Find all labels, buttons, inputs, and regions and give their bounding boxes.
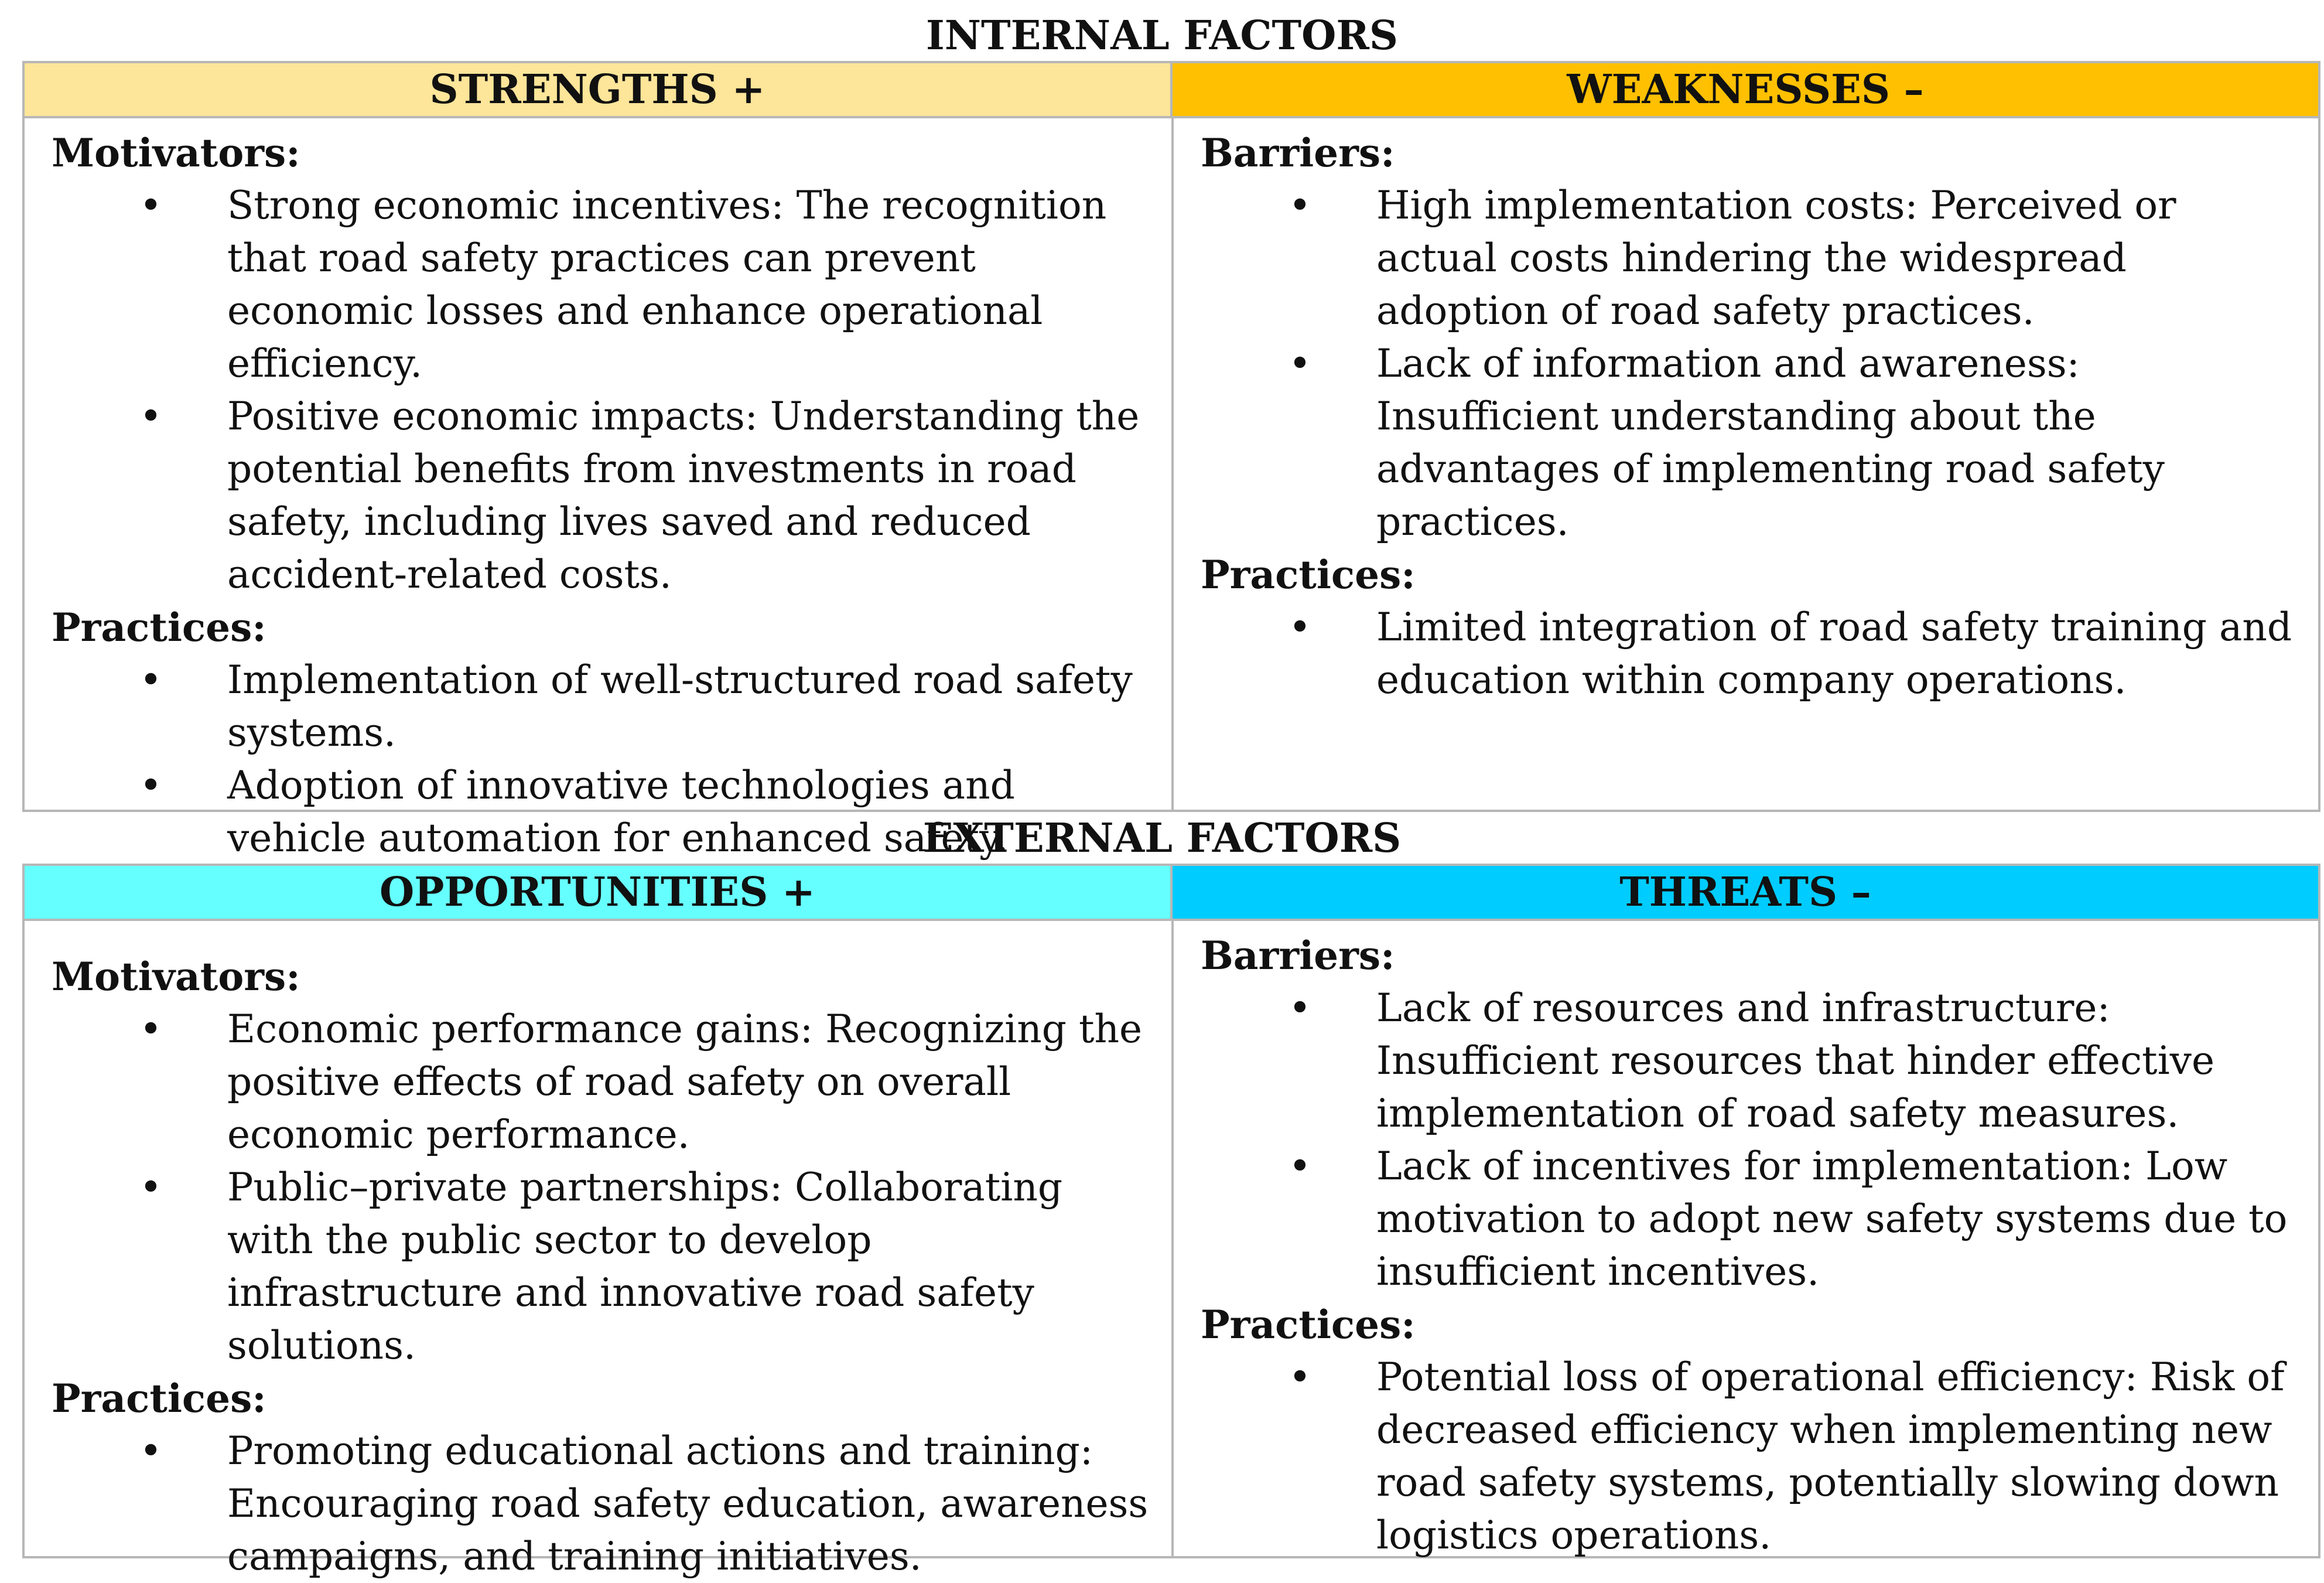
- list-item-text: Potential loss of operational efficiency: Risk of decreased efficiency when implementing new road safety systems, potentially slowing down logistics operations.: [1376, 1355, 2285, 1558]
- weaknesses-header: WEAKNESSES –: [1170, 63, 2318, 116]
- strengths-header: STRENGTHS +: [25, 63, 1170, 116]
- threats-header: THREATS –: [1170, 866, 2318, 919]
- list-item-text: Positive economic impacts: Understanding the potential benefits from investments in road safety, including lives saved and reduced accident-related costs.: [227, 394, 1140, 597]
- list-item: [139, 1161, 1154, 1372]
- list-item: [1289, 179, 2301, 337]
- list-item: [139, 390, 1154, 601]
- bullet-icon: •: [139, 763, 162, 808]
- list-item: [1289, 337, 2301, 548]
- list-item-text: Public–private partnerships: Collaborating with the public sector to develop infrastructure and innovative road safety solutions.: [227, 1165, 1063, 1368]
- external-header-row: [25, 866, 2318, 921]
- external-factors-table: [22, 864, 2320, 1579]
- list-item: [1289, 601, 2301, 707]
- internal-factors-title: INTERNAL FACTORS: [926, 12, 1398, 59]
- threats-practices-label: Practices:: [1201, 1302, 1416, 1347]
- bullet-icon: •: [139, 1428, 162, 1473]
- list-item-text: Promoting educational actions and training: Encouraging road safety education, awareness campaigns, and training initiatives.: [227, 1428, 1149, 1579]
- internal-header-row: [25, 63, 2318, 118]
- strengths-practices-label: Practices:: [52, 605, 266, 650]
- bullet-icon: •: [1289, 183, 1311, 228]
- external-body-row: [25, 921, 2318, 1579]
- opportunities-practices-label: Practices:: [52, 1376, 266, 1421]
- bullet-icon: •: [139, 183, 162, 228]
- bullet-icon: •: [139, 657, 162, 702]
- opportunities-motivators-label: Motivators:: [52, 954, 300, 999]
- bullet-icon: •: [1289, 1355, 1311, 1400]
- weaknesses-practices-list: [1201, 601, 2301, 707]
- list-item-text: Adoption of innovative technologies and vehicle automation for enhanced safety.: [227, 763, 1015, 861]
- threats-practices-list: [1201, 1351, 2301, 1562]
- weaknesses-barriers-list: [1201, 179, 2301, 548]
- opportunities-practices-list: [52, 1425, 1154, 1583]
- weaknesses-barriers-label: Barriers:: [1201, 130, 1395, 176]
- list-item: [139, 1425, 1154, 1583]
- list-item-text: Implementation of well-structured road safety systems.: [227, 657, 1133, 755]
- list-item-text: Strong economic incentives: The recognition that road safety practices can prevent economic losses and enhance operational efficiency.: [227, 183, 1107, 386]
- bullet-icon: •: [1289, 341, 1311, 386]
- threats-barriers-label: Barriers:: [1201, 933, 1395, 978]
- opportunities-header: OPPORTUNITIES +: [25, 866, 1170, 919]
- strengths-motivators-label: Motivators:: [52, 130, 300, 176]
- list-item-text: Economic performance gains: Recognizing the positive effects of road safety on overall economic performance.: [227, 1007, 1143, 1157]
- strengths-motivators-list: [52, 179, 1154, 601]
- bullet-icon: •: [139, 1007, 162, 1052]
- threats-cell: [1171, 921, 2318, 1558]
- list-item-text: Limited integration of road safety training and education within company operations.: [1376, 605, 2292, 702]
- list-item: [139, 654, 1154, 759]
- threats-barriers-list: [1201, 982, 2301, 1298]
- list-item: [1289, 1351, 2301, 1562]
- external-factors-title: EXTERNAL FACTORS: [922, 815, 1402, 862]
- weaknesses-cell: [1171, 118, 2318, 812]
- list-item: [139, 1003, 1154, 1161]
- list-item-text: Lack of resources and infrastructure: Insufficient resources that hinder effective implementation of road safety measures.: [1376, 985, 2215, 1136]
- opportunities-motivators-list: [52, 1003, 1154, 1372]
- list-item-text: Lack of information and awareness: Insufficient understanding about the advantages of implementing road safety practices.: [1376, 341, 2165, 544]
- bullet-icon: •: [139, 394, 162, 439]
- weaknesses-practices-label: Practices:: [1201, 552, 1416, 598]
- opportunities-cell: [25, 921, 1171, 1579]
- bullet-icon: •: [1289, 605, 1311, 650]
- bullet-icon: •: [1289, 985, 1311, 1031]
- list-item: [1289, 1140, 2301, 1298]
- bullet-icon: •: [139, 1165, 162, 1210]
- list-item: [139, 179, 1154, 390]
- list-item: [1289, 982, 2301, 1140]
- list-item-text: Lack of incentives for implementation: Low motivation to adopt new safety systems due to insufficient incentives.: [1376, 1144, 2288, 1294]
- list-item-text: High implementation costs: Perceived or actual costs hindering the widespread adoption of road safety practices.: [1376, 183, 2176, 333]
- bullet-icon: •: [1289, 1144, 1311, 1189]
